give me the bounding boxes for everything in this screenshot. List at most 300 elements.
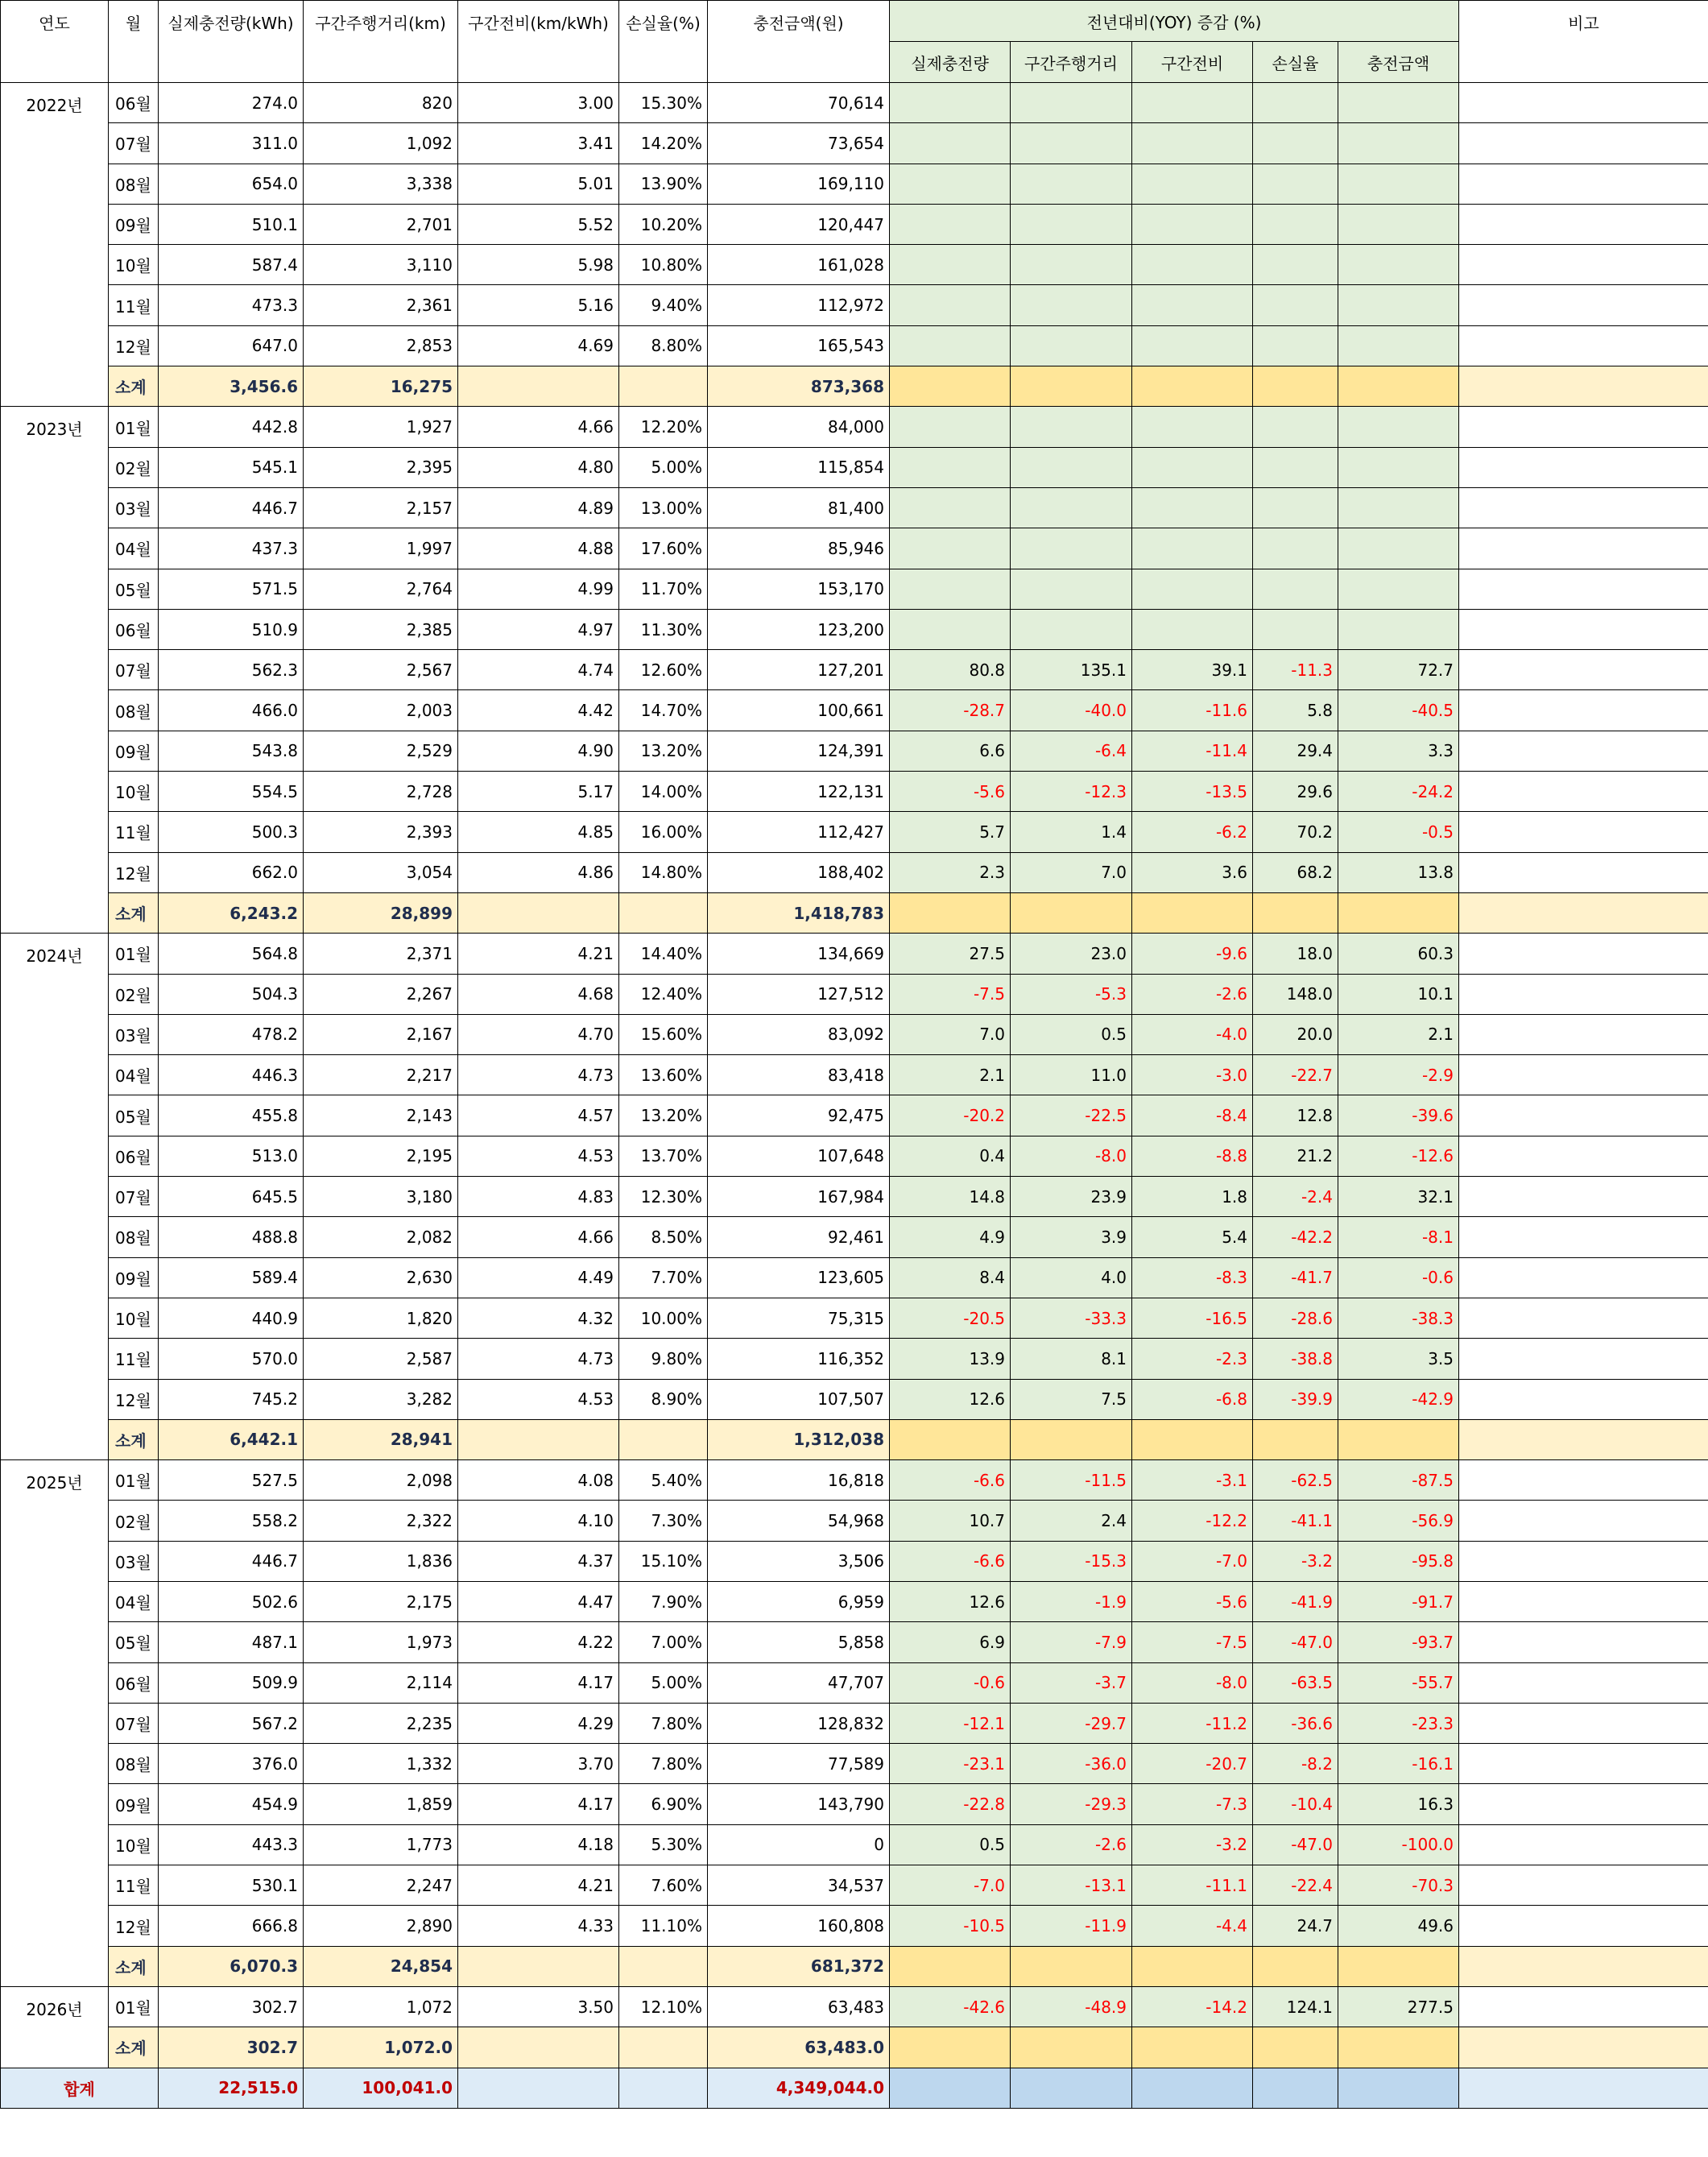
note-cell <box>1459 1379 1708 1419</box>
yoy-amount-cell <box>1338 407 1459 447</box>
table-row <box>1 1460 1708 1501</box>
charge-cell: 570.0 <box>159 1339 304 1379</box>
distance-cell: 3,282 <box>304 1379 458 1419</box>
month-cell: 02월 <box>109 974 159 1014</box>
efficiency-cell: 4.49 <box>458 1257 619 1298</box>
loss-cell: 16.00% <box>619 812 708 852</box>
loss-cell: 9.40% <box>619 285 708 325</box>
distance-cell: 1,859 <box>304 1784 458 1824</box>
yoy-amount-cell: -23.3 <box>1338 1703 1459 1743</box>
subtotal-distance: 28,899 <box>304 892 458 933</box>
total-charge: 22,515.0 <box>159 2068 304 2108</box>
yoy-efficiency-cell: -3.1 <box>1132 1460 1253 1501</box>
yoy-amount-cell: 277.5 <box>1338 1986 1459 2027</box>
efficiency-cell: 4.21 <box>458 1865 619 1906</box>
subtotal-efficiency <box>458 892 619 933</box>
subtotal-yoy-cell <box>1011 366 1132 407</box>
yoy-distance-cell: 7.5 <box>1011 1379 1132 1419</box>
loss-cell: 12.20% <box>619 407 708 447</box>
month-cell: 09월 <box>109 1257 159 1298</box>
yoy-amount-cell: -93.7 <box>1338 1622 1459 1662</box>
header-yoy-amount: 충전금액 <box>1338 42 1459 83</box>
yoy-amount-cell <box>1338 325 1459 366</box>
month-cell: 12월 <box>109 1379 159 1419</box>
subtotal-loss <box>619 366 708 407</box>
subtotal-efficiency <box>458 2027 619 2068</box>
yoy-distance-cell: -12.3 <box>1011 772 1132 812</box>
yoy-charge-cell <box>890 487 1011 528</box>
amount-cell: 122,131 <box>708 772 890 812</box>
yoy-efficiency-cell: -2.6 <box>1132 974 1253 1014</box>
distance-cell: 3,054 <box>304 852 458 892</box>
yoy-charge-cell: 0.5 <box>890 1824 1011 1865</box>
table-row <box>1 1136 1708 1176</box>
charge-cell: 487.1 <box>159 1622 304 1662</box>
table-row <box>1 1217 1708 1257</box>
distance-cell: 2,235 <box>304 1703 458 1743</box>
note-cell <box>1459 164 1708 204</box>
yoy-amount-cell: -24.2 <box>1338 772 1459 812</box>
table-row <box>1 1622 1708 1662</box>
note-cell <box>1459 1703 1708 1743</box>
subtotal-yoy-cell <box>890 366 1011 407</box>
efficiency-cell: 4.85 <box>458 812 619 852</box>
amount-cell: 153,170 <box>708 569 890 609</box>
efficiency-cell: 4.97 <box>458 609 619 649</box>
yoy-efficiency-cell: 1.8 <box>1132 1177 1253 1217</box>
subtotal-loss <box>619 2027 708 2068</box>
yoy-charge-cell: 6.9 <box>890 1622 1011 1662</box>
charge-cell: 274.0 <box>159 83 304 123</box>
subtotal-yoy-cell <box>1338 366 1459 407</box>
yoy-distance-cell: 11.0 <box>1011 1055 1132 1095</box>
distance-cell: 2,167 <box>304 1014 458 1054</box>
loss-cell: 7.70% <box>619 1257 708 1298</box>
month-cell: 11월 <box>109 1339 159 1379</box>
note-cell <box>1459 650 1708 690</box>
subtotal-yoy-cell <box>1338 1419 1459 1459</box>
yoy-distance-cell: -1.9 <box>1011 1581 1132 1621</box>
note-cell <box>1459 1095 1708 1136</box>
yoy-amount-cell <box>1338 528 1459 569</box>
yoy-amount-cell: 60.3 <box>1338 934 1459 974</box>
yoy-charge-cell: -6.6 <box>890 1460 1011 1501</box>
yoy-charge-cell: -0.6 <box>890 1662 1011 1703</box>
subtotal-yoy-cell <box>1011 1946 1132 1986</box>
note-cell <box>1459 1339 1708 1379</box>
efficiency-cell: 4.66 <box>458 407 619 447</box>
efficiency-cell: 4.29 <box>458 1703 619 1743</box>
amount-cell: 100,661 <box>708 690 890 731</box>
total-row <box>1 2068 1708 2108</box>
month-cell: 07월 <box>109 1703 159 1743</box>
month-cell: 06월 <box>109 1662 159 1703</box>
yoy-distance-cell <box>1011 83 1132 123</box>
distance-cell: 2,322 <box>304 1501 458 1541</box>
note-cell <box>1459 852 1708 892</box>
loss-cell: 12.60% <box>619 650 708 690</box>
amount-cell: 123,200 <box>708 609 890 649</box>
distance-cell: 2,385 <box>304 609 458 649</box>
distance-cell: 2,393 <box>304 812 458 852</box>
efficiency-cell: 3.41 <box>458 123 619 164</box>
yoy-amount-cell <box>1338 204 1459 244</box>
yoy-distance-cell: -5.3 <box>1011 974 1132 1014</box>
efficiency-cell: 4.66 <box>458 1217 619 1257</box>
yoy-distance-cell: 23.0 <box>1011 934 1132 974</box>
yoy-loss-cell: -41.7 <box>1253 1257 1338 1298</box>
subtotal-label: 소계 <box>109 1419 159 1459</box>
amount-cell: 63,483 <box>708 1986 890 2027</box>
efficiency-cell: 4.89 <box>458 487 619 528</box>
yoy-distance-cell <box>1011 487 1132 528</box>
yoy-amount-cell: -39.6 <box>1338 1095 1459 1136</box>
loss-cell: 14.00% <box>619 772 708 812</box>
amount-cell: 169,110 <box>708 164 890 204</box>
amount-cell: 70,614 <box>708 83 890 123</box>
loss-cell: 8.50% <box>619 1217 708 1257</box>
yoy-efficiency-cell: -7.5 <box>1132 1622 1253 1662</box>
total-yoy-cell <box>1338 2068 1459 2108</box>
header-yoy-efficiency: 구간전비 <box>1132 42 1253 83</box>
charge-cell: 446.7 <box>159 487 304 528</box>
note-cell <box>1459 1744 1708 1784</box>
yoy-loss-cell: 21.2 <box>1253 1136 1338 1176</box>
loss-cell: 10.00% <box>619 1298 708 1338</box>
subtotal-label: 소계 <box>109 892 159 933</box>
efficiency-cell: 4.73 <box>458 1055 619 1095</box>
distance-cell: 2,587 <box>304 1339 458 1379</box>
subtotal-loss <box>619 1419 708 1459</box>
yoy-efficiency-cell <box>1132 123 1253 164</box>
charge-cell: 454.9 <box>159 1784 304 1824</box>
distance-cell: 2,361 <box>304 285 458 325</box>
charge-cell: 589.4 <box>159 1257 304 1298</box>
yoy-efficiency-cell: -3.0 <box>1132 1055 1253 1095</box>
distance-cell: 2,175 <box>304 1581 458 1621</box>
amount-cell: 77,589 <box>708 1744 890 1784</box>
yoy-charge-cell <box>890 83 1011 123</box>
month-cell: 11월 <box>109 285 159 325</box>
note-cell <box>1459 609 1708 649</box>
yoy-loss-cell: -36.6 <box>1253 1703 1338 1743</box>
note-cell <box>1459 1177 1708 1217</box>
total-yoy-cell <box>1011 2068 1132 2108</box>
yoy-distance-cell <box>1011 528 1132 569</box>
yoy-amount-cell: -12.6 <box>1338 1136 1459 1176</box>
loss-cell: 5.00% <box>619 447 708 487</box>
header-row-1 <box>1 1 1708 42</box>
charge-cell: 442.8 <box>159 407 304 447</box>
yoy-amount-cell: -38.3 <box>1338 1298 1459 1338</box>
amount-cell: 112,427 <box>708 812 890 852</box>
amount-cell: 16,818 <box>708 1460 890 1501</box>
yoy-loss-cell: 24.7 <box>1253 1906 1338 1946</box>
charge-cell: 558.2 <box>159 1501 304 1541</box>
subtotal-amount: 63,483.0 <box>708 2027 890 2068</box>
charge-cell: 666.8 <box>159 1906 304 1946</box>
month-cell: 12월 <box>109 852 159 892</box>
yoy-charge-cell <box>890 164 1011 204</box>
yoy-distance-cell <box>1011 245 1132 285</box>
yoy-efficiency-cell: -11.4 <box>1132 731 1253 771</box>
note-cell <box>1459 285 1708 325</box>
yoy-distance-cell: -48.9 <box>1011 1986 1132 2027</box>
yoy-amount-cell: 3.5 <box>1338 1339 1459 1379</box>
yoy-efficiency-cell <box>1132 487 1253 528</box>
yoy-charge-cell: 27.5 <box>890 934 1011 974</box>
loss-cell: 5.00% <box>619 1662 708 1703</box>
efficiency-cell: 4.80 <box>458 447 619 487</box>
yoy-charge-cell: 14.8 <box>890 1177 1011 1217</box>
efficiency-cell: 4.53 <box>458 1136 619 1176</box>
loss-cell: 13.00% <box>619 487 708 528</box>
yoy-loss-cell: 29.6 <box>1253 772 1338 812</box>
note-cell <box>1459 1986 1708 2027</box>
efficiency-cell: 4.33 <box>458 1906 619 1946</box>
month-cell: 05월 <box>109 1095 159 1136</box>
efficiency-cell: 3.00 <box>458 83 619 123</box>
yoy-charge-cell <box>890 285 1011 325</box>
yoy-efficiency-cell <box>1132 285 1253 325</box>
yoy-efficiency-cell: -7.3 <box>1132 1784 1253 1824</box>
subtotal-distance: 1,072.0 <box>304 2027 458 2068</box>
table-row <box>1 690 1708 731</box>
yoy-loss-cell: 20.0 <box>1253 1014 1338 1054</box>
efficiency-cell: 4.42 <box>458 690 619 731</box>
yoy-distance-cell <box>1011 447 1132 487</box>
note-cell <box>1459 1055 1708 1095</box>
amount-cell: 107,648 <box>708 1136 890 1176</box>
yoy-efficiency-cell <box>1132 83 1253 123</box>
month-cell: 07월 <box>109 123 159 164</box>
month-cell: 03월 <box>109 1541 159 1581</box>
loss-cell: 10.80% <box>619 245 708 285</box>
subtotal-amount: 1,312,038 <box>708 1419 890 1459</box>
yoy-loss-cell: 68.2 <box>1253 852 1338 892</box>
yoy-efficiency-cell: -20.7 <box>1132 1744 1253 1784</box>
loss-cell: 14.70% <box>619 690 708 731</box>
distance-cell: 1,927 <box>304 407 458 447</box>
subtotal-distance: 24,854 <box>304 1946 458 1986</box>
header-yoy-charge: 실제충전량 <box>890 42 1011 83</box>
subtotal-distance: 28,941 <box>304 1419 458 1459</box>
note-cell <box>1459 1460 1708 1501</box>
yoy-charge-cell: -7.0 <box>890 1865 1011 1906</box>
amount-cell: 120,447 <box>708 204 890 244</box>
charge-cell: 510.9 <box>159 609 304 649</box>
yoy-loss-cell <box>1253 325 1338 366</box>
yoy-amount-cell: -0.6 <box>1338 1257 1459 1298</box>
month-cell: 10월 <box>109 1298 159 1338</box>
charge-cell: 510.1 <box>159 204 304 244</box>
loss-cell: 11.30% <box>619 609 708 649</box>
efficiency-cell: 4.18 <box>458 1824 619 1865</box>
subtotal-yoy-cell <box>1253 892 1338 933</box>
yoy-charge-cell: 4.9 <box>890 1217 1011 1257</box>
year-cell: 2024년 <box>1 934 109 1460</box>
yoy-charge-cell: -5.6 <box>890 772 1011 812</box>
yoy-efficiency-cell: -3.2 <box>1132 1824 1253 1865</box>
table-row <box>1 1339 1708 1379</box>
yoy-loss-cell: -10.4 <box>1253 1784 1338 1824</box>
yoy-loss-cell: 124.1 <box>1253 1986 1338 2027</box>
yoy-efficiency-cell: -8.4 <box>1132 1095 1253 1136</box>
distance-cell: 2,157 <box>304 487 458 528</box>
loss-cell: 9.80% <box>619 1339 708 1379</box>
table-row <box>1 1257 1708 1298</box>
subtotal-note <box>1459 2027 1708 2068</box>
note-cell <box>1459 934 1708 974</box>
subtotal-yoy-cell <box>1132 2027 1253 2068</box>
yoy-loss-cell <box>1253 407 1338 447</box>
table-row <box>1 245 1708 285</box>
note-cell <box>1459 1581 1708 1621</box>
subtotal-yoy-cell <box>1011 892 1132 933</box>
month-cell: 06월 <box>109 1136 159 1176</box>
loss-cell: 14.20% <box>619 123 708 164</box>
yoy-loss-cell <box>1253 609 1338 649</box>
yoy-charge-cell <box>890 245 1011 285</box>
table-row <box>1 528 1708 569</box>
subtotal-yoy-cell <box>1253 2027 1338 2068</box>
amount-cell: 160,808 <box>708 1906 890 1946</box>
yoy-efficiency-cell <box>1132 325 1253 366</box>
loss-cell: 7.00% <box>619 1622 708 1662</box>
yoy-charge-cell: -20.5 <box>890 1298 1011 1338</box>
yoy-efficiency-cell: -9.6 <box>1132 934 1253 974</box>
yoy-charge-cell: 2.3 <box>890 852 1011 892</box>
yoy-distance-cell <box>1011 325 1132 366</box>
amount-cell: 143,790 <box>708 1784 890 1824</box>
header-amount: 충전금액(원) <box>708 1 890 83</box>
loss-cell: 7.30% <box>619 1501 708 1541</box>
month-cell: 12월 <box>109 1906 159 1946</box>
charge-cell: 440.9 <box>159 1298 304 1338</box>
charge-cell: 504.3 <box>159 974 304 1014</box>
yoy-efficiency-cell: -8.0 <box>1132 1662 1253 1703</box>
efficiency-cell: 4.08 <box>458 1460 619 1501</box>
table-row <box>1 731 1708 771</box>
subtotal-row <box>1 1946 1708 1986</box>
efficiency-cell: 5.98 <box>458 245 619 285</box>
table-row <box>1 1055 1708 1095</box>
amount-cell: 127,512 <box>708 974 890 1014</box>
subtotal-row <box>1 2027 1708 2068</box>
table-row <box>1 1865 1708 1906</box>
note-cell <box>1459 83 1708 123</box>
amount-cell: 116,352 <box>708 1339 890 1379</box>
loss-cell: 11.70% <box>619 569 708 609</box>
yoy-charge-cell: -12.1 <box>890 1703 1011 1743</box>
yoy-loss-cell <box>1253 447 1338 487</box>
yoy-loss-cell: -11.3 <box>1253 650 1338 690</box>
yoy-distance-cell: 3.9 <box>1011 1217 1132 1257</box>
distance-cell: 2,567 <box>304 650 458 690</box>
subtotal-yoy-cell <box>890 2027 1011 2068</box>
month-cell: 12월 <box>109 325 159 366</box>
table-row <box>1 772 1708 812</box>
yoy-amount-cell: -100.0 <box>1338 1824 1459 1865</box>
month-cell: 08월 <box>109 164 159 204</box>
yoy-amount-cell: 16.3 <box>1338 1784 1459 1824</box>
yoy-distance-cell: -3.7 <box>1011 1662 1132 1703</box>
yoy-charge-cell: 6.6 <box>890 731 1011 771</box>
yoy-distance-cell <box>1011 609 1132 649</box>
month-cell: 06월 <box>109 609 159 649</box>
yoy-efficiency-cell: -13.5 <box>1132 772 1253 812</box>
yoy-amount-cell: -40.5 <box>1338 690 1459 731</box>
charge-cell: 376.0 <box>159 1744 304 1784</box>
note-cell <box>1459 1217 1708 1257</box>
month-cell: 10월 <box>109 1824 159 1865</box>
charge-cell: 443.3 <box>159 1824 304 1865</box>
yoy-distance-cell: 135.1 <box>1011 650 1132 690</box>
table-row <box>1 1744 1708 1784</box>
yoy-charge-cell: -20.2 <box>890 1095 1011 1136</box>
table-row <box>1 852 1708 892</box>
subtotal-charge: 302.7 <box>159 2027 304 2068</box>
amount-cell: 167,984 <box>708 1177 890 1217</box>
subtotal-charge: 6,243.2 <box>159 892 304 933</box>
yoy-distance-cell: -33.3 <box>1011 1298 1132 1338</box>
yoy-loss-cell: -41.1 <box>1253 1501 1338 1541</box>
month-cell: 11월 <box>109 812 159 852</box>
efficiency-cell: 4.68 <box>458 974 619 1014</box>
yoy-distance-cell <box>1011 164 1132 204</box>
distance-cell: 2,082 <box>304 1217 458 1257</box>
subtotal-yoy-cell <box>1338 892 1459 933</box>
yoy-distance-cell: -40.0 <box>1011 690 1132 731</box>
distance-cell: 2,143 <box>304 1095 458 1136</box>
note-cell <box>1459 731 1708 771</box>
amount-cell: 5,858 <box>708 1622 890 1662</box>
efficiency-cell: 4.99 <box>458 569 619 609</box>
total-efficiency <box>458 2068 619 2108</box>
table-row <box>1 1298 1708 1338</box>
yoy-loss-cell: 70.2 <box>1253 812 1338 852</box>
note-cell <box>1459 407 1708 447</box>
yoy-amount-cell: 72.7 <box>1338 650 1459 690</box>
loss-cell: 14.80% <box>619 852 708 892</box>
yoy-efficiency-cell: -7.0 <box>1132 1541 1253 1581</box>
note-cell <box>1459 812 1708 852</box>
amount-cell: 92,475 <box>708 1095 890 1136</box>
yoy-loss-cell: 18.0 <box>1253 934 1338 974</box>
yoy-charge-cell <box>890 204 1011 244</box>
table-row <box>1 812 1708 852</box>
table-row <box>1 447 1708 487</box>
subtotal-yoy-cell <box>890 892 1011 933</box>
distance-cell: 2,764 <box>304 569 458 609</box>
yoy-amount-cell: 3.3 <box>1338 731 1459 771</box>
charge-cell: 437.3 <box>159 528 304 569</box>
amount-cell: 73,654 <box>708 123 890 164</box>
amount-cell: 128,832 <box>708 1703 890 1743</box>
loss-cell: 15.60% <box>619 1014 708 1054</box>
distance-cell: 1,997 <box>304 528 458 569</box>
yoy-amount-cell <box>1338 245 1459 285</box>
month-cell: 09월 <box>109 731 159 771</box>
efficiency-cell: 4.70 <box>458 1014 619 1054</box>
note-cell <box>1459 204 1708 244</box>
loss-cell: 17.60% <box>619 528 708 569</box>
yoy-efficiency-cell <box>1132 528 1253 569</box>
amount-cell: 92,461 <box>708 1217 890 1257</box>
yoy-amount-cell <box>1338 164 1459 204</box>
efficiency-cell: 4.10 <box>458 1501 619 1541</box>
efficiency-cell: 4.53 <box>458 1379 619 1419</box>
